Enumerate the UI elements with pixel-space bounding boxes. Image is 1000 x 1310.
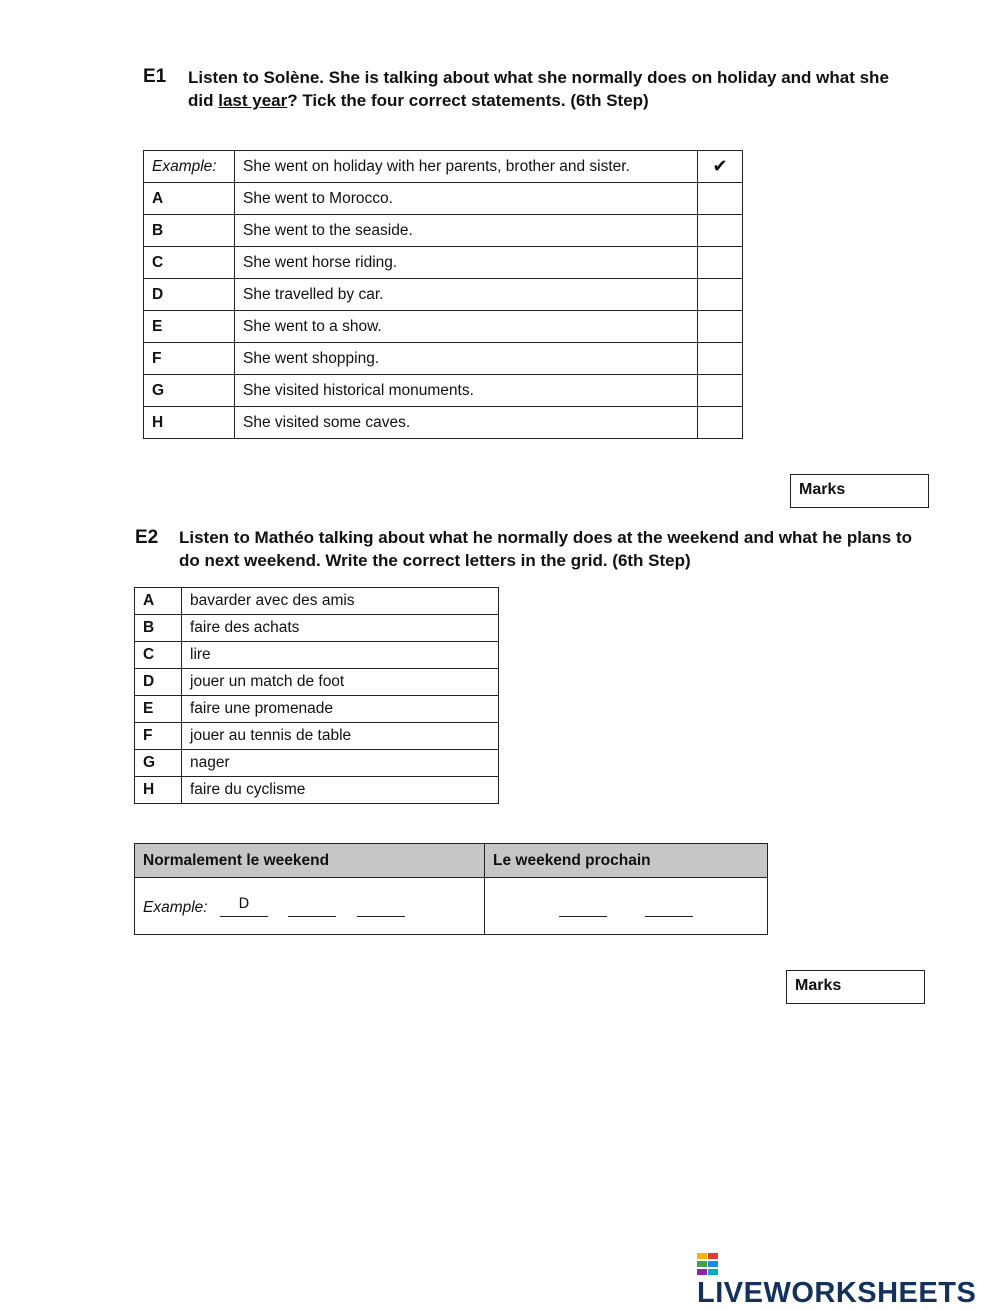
e1-tick-box-a[interactable] xyxy=(698,183,743,215)
e2-option-row xyxy=(135,723,499,750)
e1-instruction-underlined: last year xyxy=(218,91,288,110)
e2-number: E2 xyxy=(135,527,159,548)
e2-answer-input-normally-1[interactable] xyxy=(288,896,340,913)
e2-answer-input-next-2[interactable] xyxy=(645,896,697,913)
e2-option-text: jouer un match de foot xyxy=(182,669,499,696)
e2-answer-blank-normally-2[interactable] xyxy=(357,896,405,917)
e2-option-label: B xyxy=(135,615,182,642)
e2-answer-grid xyxy=(134,843,768,935)
e1-number: E1 xyxy=(143,66,167,87)
e2-answer-blank-next-2[interactable] xyxy=(645,896,693,917)
e1-tick-box-c[interactable] xyxy=(698,247,743,279)
e1-row-label: B xyxy=(144,215,235,247)
e1-row-text: She went to the seaside. xyxy=(235,215,698,247)
e2-grid-cell-normally xyxy=(135,878,485,935)
e1-tick-input-a[interactable] xyxy=(706,183,734,214)
e1-tick-box-e[interactable] xyxy=(698,311,743,343)
e2-option-text: nager xyxy=(182,750,499,777)
e1-row-e xyxy=(144,311,743,343)
e2-instruction: Listen to Mathéo talking about what he normally does at the weekend and what he plans to do next weekend. Write the correct letters in the grid. (6th Step) xyxy=(179,528,912,570)
e1-instruction-part2: ? Tick the four correct statements. (6th Step) xyxy=(287,91,649,110)
e2-option-row xyxy=(135,669,499,696)
e2-option-label: D xyxy=(135,669,182,696)
e1-row-label: D xyxy=(144,279,235,311)
e1-tick-box-b[interactable] xyxy=(698,215,743,247)
e2-options-table xyxy=(134,587,499,804)
e1-example-row xyxy=(144,151,743,183)
e2-grid-header-next: Le weekend prochain xyxy=(485,844,768,878)
e1-row-label: G xyxy=(144,375,235,407)
check-icon: ✔ xyxy=(698,151,743,183)
e1-row-text: She visited some caves. xyxy=(235,407,698,439)
e1-row-text: She visited historical monuments. xyxy=(235,375,698,407)
e1-tick-input-d[interactable] xyxy=(706,279,734,310)
e1-tick-box-h[interactable] xyxy=(698,407,743,439)
e2-option-text: faire du cyclisme xyxy=(182,777,499,804)
e1-row-d xyxy=(144,279,743,311)
e1-tick-input-e[interactable] xyxy=(706,311,734,342)
e1-row-text: She went to Morocco. xyxy=(235,183,698,215)
e2-answer-blank-next-1[interactable] xyxy=(559,896,607,917)
liveworksheets-logo-icon xyxy=(697,1253,719,1277)
e1-row-label: H xyxy=(144,407,235,439)
e2-option-label: A xyxy=(135,588,182,615)
e1-instruction-part1: Listen to Solène. She is talking about what she normally does on holiday and what she did xyxy=(188,68,889,110)
e2-option-text: faire des achats xyxy=(182,615,499,642)
e1-row-text: She went shopping. xyxy=(235,343,698,375)
e2-answer-input-normally-2[interactable] xyxy=(357,896,409,913)
e1-row-label: E xyxy=(144,311,235,343)
e2-option-row xyxy=(135,588,499,615)
e2-example-label: Example: xyxy=(143,898,208,916)
e2-grid-answer-row xyxy=(135,878,768,935)
e1-tick-input-g[interactable] xyxy=(706,375,734,406)
e1-row-label: C xyxy=(144,247,235,279)
e2-option-text: lire xyxy=(182,642,499,669)
e1-tick-box-g[interactable] xyxy=(698,375,743,407)
e1-tick-input-c[interactable] xyxy=(706,247,734,278)
e1-row-label: F xyxy=(144,343,235,375)
e1-tick-box-f[interactable] xyxy=(698,343,743,375)
e2-answer-blank-normally-1[interactable] xyxy=(288,896,336,917)
e1-tick-input-f[interactable] xyxy=(706,343,734,374)
e1-tick-box-d[interactable] xyxy=(698,279,743,311)
e2-option-text: bavarder avec des amis xyxy=(182,588,499,615)
e1-row-text: She went to a show. xyxy=(235,311,698,343)
e1-row-a xyxy=(144,183,743,215)
e2-option-label: F xyxy=(135,723,182,750)
e1-row-text: She travelled by car. xyxy=(235,279,698,311)
e1-statements-table xyxy=(143,150,743,439)
e1-tick-input-h[interactable] xyxy=(706,407,734,438)
e1-row-c xyxy=(144,247,743,279)
e2-grid-header-row xyxy=(135,844,768,878)
e2-marks-box: Marks xyxy=(786,970,925,1004)
e2-option-row xyxy=(135,642,499,669)
e1-row-f xyxy=(144,343,743,375)
e2-answer-input-next-1[interactable] xyxy=(559,896,611,913)
e2-example-answer: D xyxy=(220,896,268,917)
e2-grid-cell-next xyxy=(485,878,768,935)
e1-instruction xyxy=(188,66,908,112)
e2-option-label: C xyxy=(135,642,182,669)
liveworksheets-logo xyxy=(697,1253,1000,1310)
e1-row-text: She went on holiday with her parents, brother and sister. xyxy=(235,151,698,183)
e2-option-row xyxy=(135,615,499,642)
e1-row-b xyxy=(144,215,743,247)
e1-marks-box: Marks xyxy=(790,474,929,508)
e2-option-row xyxy=(135,777,499,804)
e1-row-g xyxy=(144,375,743,407)
e1-row-label: A xyxy=(144,183,235,215)
e2-option-text: faire une promenade xyxy=(182,696,499,723)
e1-row-text: She went horse riding. xyxy=(235,247,698,279)
e2-option-label: H xyxy=(135,777,182,804)
e2-grid-header-normally: Normalement le weekend xyxy=(135,844,485,878)
e2-option-row xyxy=(135,750,499,777)
e1-row-label: Example: xyxy=(144,151,235,183)
e2-option-label: E xyxy=(135,696,182,723)
e2-option-label: G xyxy=(135,750,182,777)
e1-row-h xyxy=(144,407,743,439)
e2-option-row xyxy=(135,696,499,723)
e2-option-text: jouer au tennis de table xyxy=(182,723,499,750)
liveworksheets-logo-text: LIVEWORKSHEETS xyxy=(697,1277,977,1309)
e1-tick-input-b[interactable] xyxy=(706,215,734,246)
